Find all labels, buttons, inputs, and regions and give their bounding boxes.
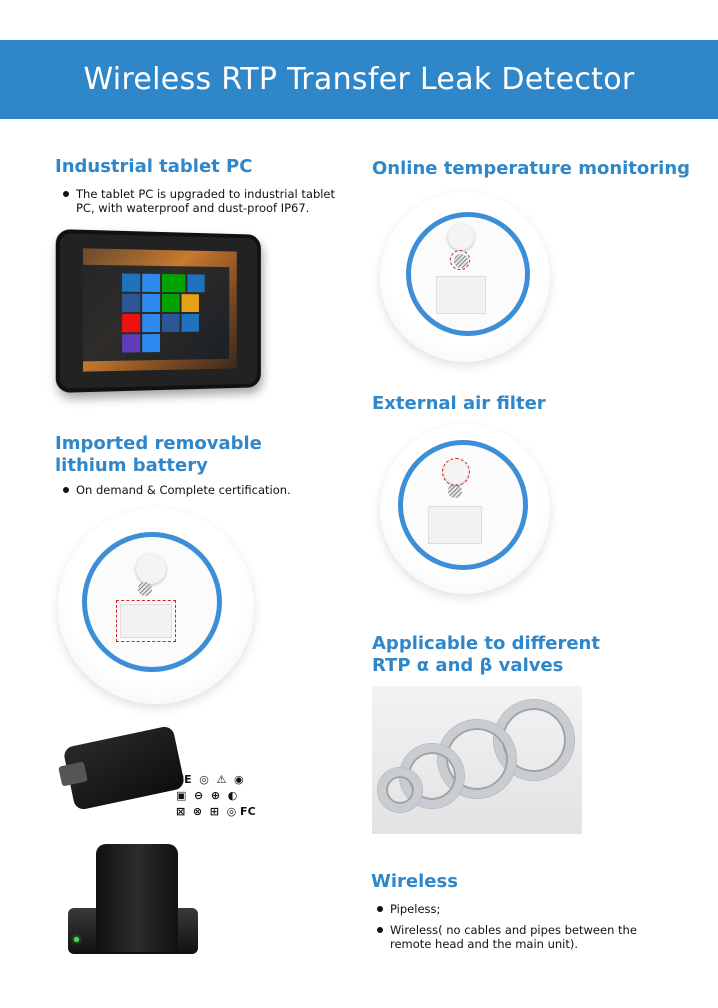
temperature-marker <box>450 250 470 270</box>
tablet-bullets <box>62 187 352 222</box>
tablet-frame <box>56 229 261 393</box>
air-filter-heading: External air filter <box>372 393 546 414</box>
tablet-screen <box>83 248 237 371</box>
temperature-heading: Online temperature monitoring <box>372 158 691 179</box>
bullet-icon <box>377 927 383 933</box>
title-banner <box>0 40 718 119</box>
bullet-icon <box>63 191 69 197</box>
bullet-text: The tablet PC is upgraded to industrial tablet PC, with waterproof and dust-proof IP67. <box>76 187 336 215</box>
bullet-text: On demand & Complete certification. <box>76 483 291 497</box>
battery-heading-line1: Imported removable <box>55 433 262 454</box>
valves-heading <box>372 633 600 677</box>
start-menu <box>83 265 229 362</box>
battery-pack-image <box>58 706 298 824</box>
list-item <box>376 923 641 951</box>
wireless-bullets <box>376 902 641 958</box>
bullet-text: Wireless( no cables and pipes between the remote head and the main unit). <box>390 923 637 951</box>
battery-marker <box>116 600 176 642</box>
device-battery-image <box>58 518 254 694</box>
battery-bullets <box>62 483 362 504</box>
page-title: Wireless RTP Transfer Leak Detector <box>83 62 635 97</box>
charger-image <box>62 840 202 958</box>
bullet-text: Pipeless; <box>390 902 441 916</box>
device-temperature-image <box>380 192 550 362</box>
valves-heading-line1: Applicable to different <box>372 633 600 654</box>
status-led-icon <box>74 937 79 942</box>
battery-heading-line2: lithium battery <box>55 455 208 476</box>
valves-heading-line2: RTP α and β valves <box>372 655 564 676</box>
air-filter-marker <box>442 458 470 486</box>
tablet-image <box>56 229 261 393</box>
tablet-heading: Industrial tablet PC <box>55 156 253 177</box>
list-item <box>376 902 641 916</box>
valves-image <box>372 686 582 834</box>
bullet-icon <box>377 906 383 912</box>
bullet-icon <box>63 487 69 493</box>
list-item <box>62 187 352 215</box>
device-air-filter-image <box>380 424 550 594</box>
list-item <box>62 483 362 497</box>
certification-icons: CE ◎ ⚠ ◉ ▣ ⊖ ⊕ ◐ ⊠ ⊗ ⊞ ◎ FC <box>176 773 256 818</box>
wireless-heading: Wireless <box>371 871 458 892</box>
battery-heading <box>55 433 262 477</box>
